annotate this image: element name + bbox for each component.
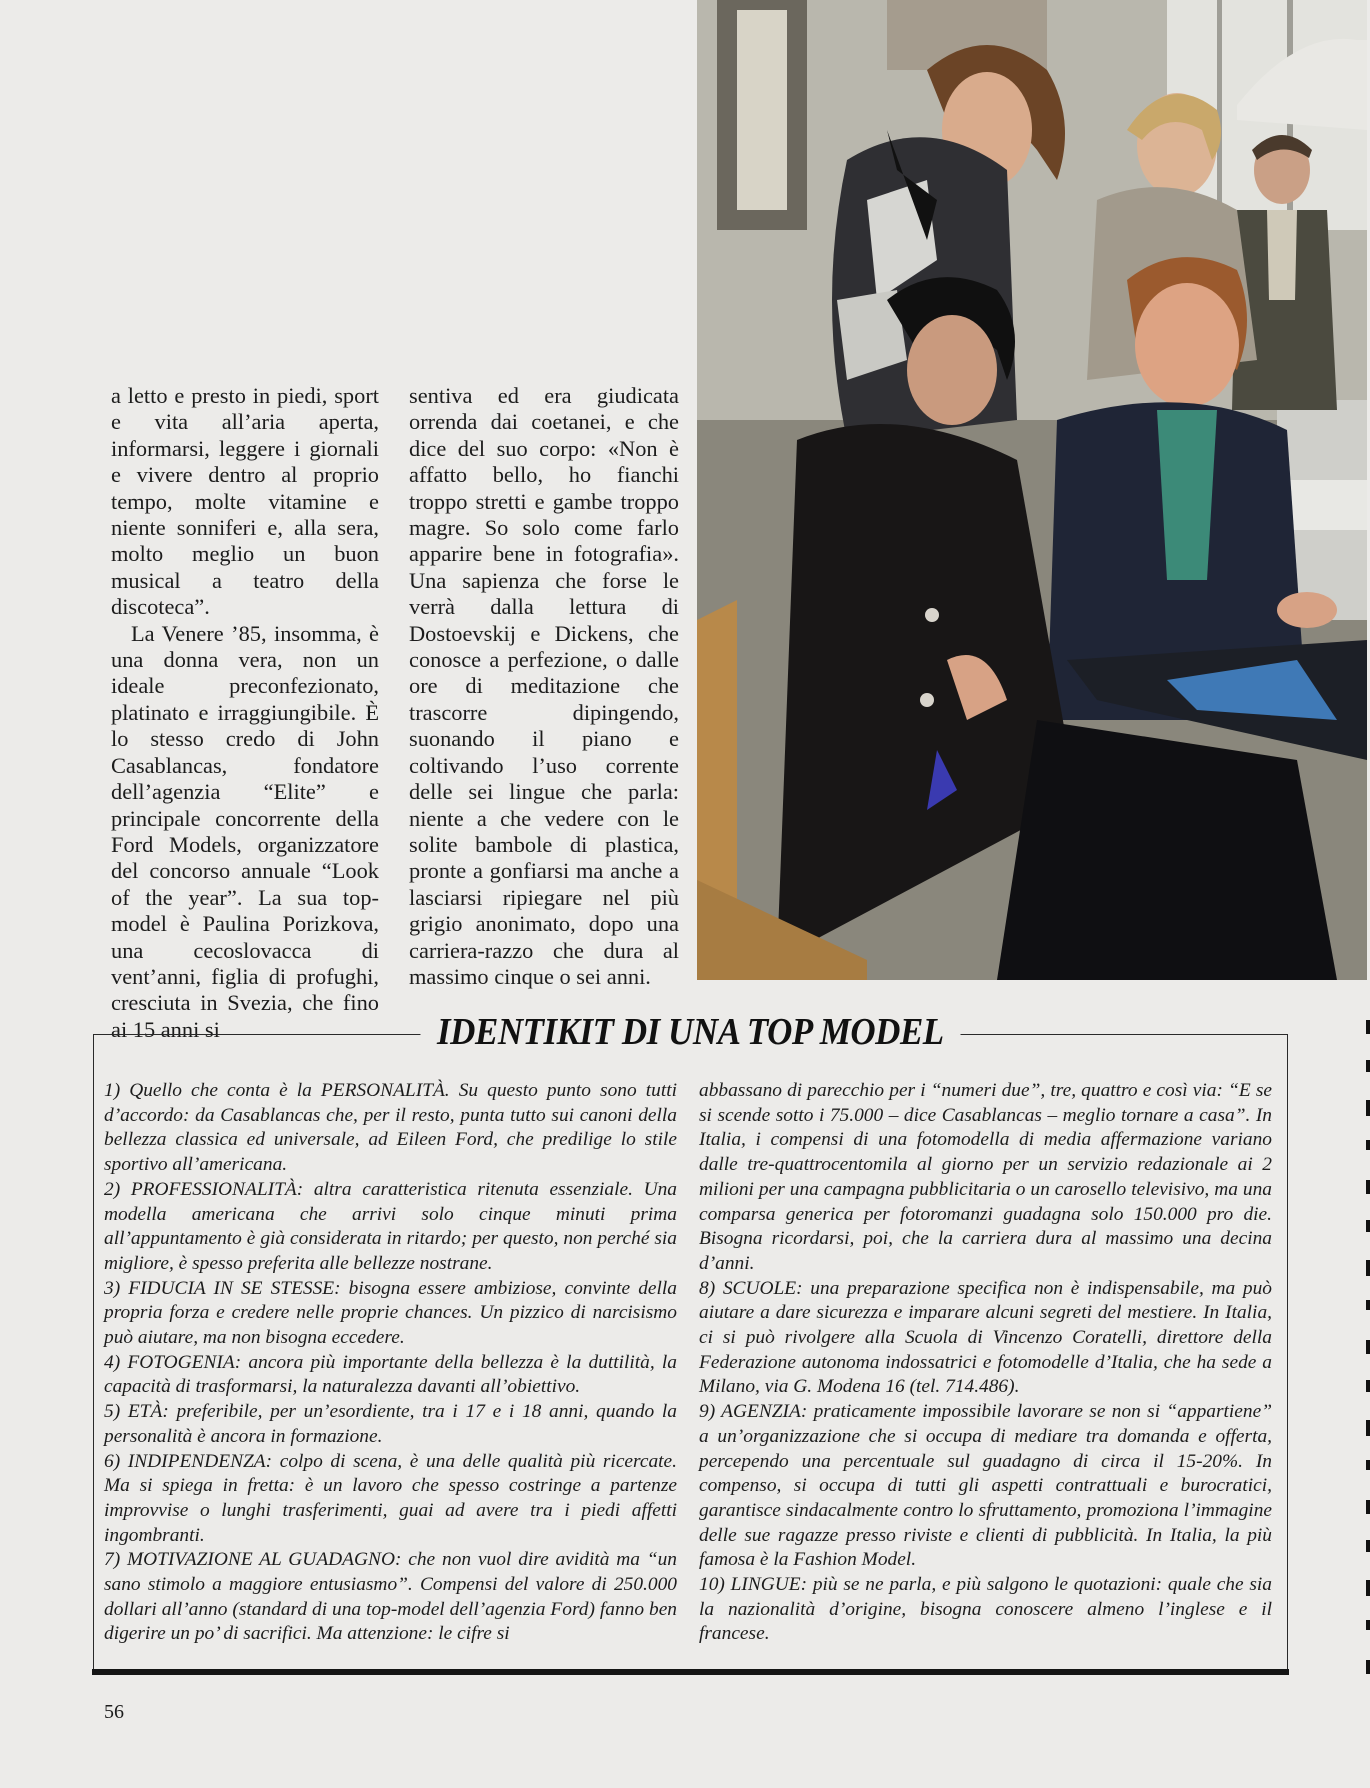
page-edge-marks: [1364, 1020, 1370, 1720]
identikit-title-wrap: [94, 1010, 1287, 1054]
article-column-middle: [409, 383, 679, 990]
identikit-item: 8) SCUOLE: una preparazione specifica non è indispensabile, ma può aiutare a dare sicurezza e imparare alcuni segreti del mestiere. In Italia, ci si può rivolgere alla Scuola di Vincenzo Coratelli, direttore della Federazione autonoma indossatrici e fotomodelle d’Italia, che ha sede a Milano, via G. Modena 16 (tel. 714.486).: [699, 1277, 1272, 1398]
article-paragraph: a letto e presto in piedi, sport e vita all’aria aperta, informarsi, leggere i giornali e vivere dentro al proprio tempo, molte vitamine e niente sonniferi e, alla sera, molto meglio un buon musical a teatro della discoteca”.: [111, 383, 379, 620]
page-number: 56: [104, 1701, 124, 1723]
article-photo: [697, 0, 1367, 980]
identikit-box: [93, 1011, 1288, 1671]
article-paragraph: sentiva ed era giudicata orrenda dai coetanei, e che dice del suo corpo: «Non è affatto bello, ho fianchi troppo stretti e gambe troppo magre. So solo come farlo apparire bene in fotografia». Una sapienza che forse le verrà dalla lettura di Dostoevskij e Dickens, che conosce a perfezione, o dalle ore di meditazione che trascorre dipingendo, suonando il piano e coltivando l’uso corrente delle sei lingue che parla: niente a che vedere con le solite bambole di plastica, pronte a gonfiarsi ma anche a lasciarsi ripiegare nel più grigio anonimato, dopo una carriera-razzo che dura al massimo cinque o sei anni.: [409, 383, 679, 989]
identikit-column-right: [699, 1079, 1272, 1647]
identikit-item: 10) LINGUE: più se ne parla, e più salgono le quotazioni: quale che sia la nazionalità d’origine, bisogna conoscere almeno l’inglese e il francese.: [699, 1574, 1272, 1645]
article-column-left: [111, 383, 379, 1043]
identikit-item: 9) AGENZIA: praticamente impossibile lavorare se non si “appartiene” a un’organizzazione che si occupa di mediare tra domanda e offerta, percependo una percentuale sul guadagno di circa il 15-20%. In compenso, si occupa di tutti gli aspetti contrattuali e burocratici, garantisce sindacalmente contro lo sfruttamento, promoziona l’immagine delle sue ragazze presso riviste e clienti di pubblicità. In Italia, la più famosa è la Fashion Model.: [699, 1401, 1272, 1571]
identikit-item: 5) ETÀ: preferibile, per un’esordiente, tra i 17 e i 18 anni, quando la personalità è ancora in formazione.: [104, 1401, 677, 1447]
identikit-item: abbassano di parecchio per i “numeri due”, tre, quattro e così via: “E se si scende sotto i 75.000 – dice Casablancas – meglio tornare a casa”. In Italia, i compensi di una fotomodella di media affermazione variano dalle tre-quattrocentomila al giorno per un servizio redazionale ai 2 milioni per una campagna pubblicitaria o un carosello televisivo, ma una comparsa generica per fotoromanzi guadagna solo 150.000 pro die. Bisogna ricordarsi, poi, che la carriera dura al massimo una decina d’anni.: [699, 1080, 1272, 1274]
identikit-item: 1) Quello che conta è la PERSONALITÀ. Su questo punto sono tutti d’accordo: da Casablancas che, per il resto, punta tutto sui canoni della bellezza classica ed universale, ad Eileen Ford, che predilige lo stile sportivo all’americana.: [104, 1080, 677, 1176]
photo-illustration: [697, 0, 1367, 980]
identikit-bottom-rule: [92, 1669, 1289, 1675]
identikit-column-left: [104, 1079, 677, 1647]
identikit-item: 4) FOTOGENIA: ancora più importante della bellezza è la duttilità, la capacità di trasformarsi, la naturalezza davanti all’obiettivo.: [104, 1351, 677, 1398]
identikit-item: 3) FIDUCIA IN SE STESSE: bisogna essere ambiziose, convinte della propria forza e credere nelle proprie chances. Un pizzico di narcisismo può aiutare, ma non bisogna eccedere.: [104, 1277, 677, 1349]
identikit-item: 6) INDIPENDENZA: colpo di scena, è una delle qualità più ricercate. Ma si spiega in fretta: è un lavoro che spesso costringe a partenze improvvise o lunghi trasferimenti, guai ad avere tra i piedi affetti ingombranti.: [104, 1450, 677, 1546]
identikit-item: 2) PROFESSIONALITÀ: altra caratteristica ritenuta essenziale. Una modella americana che arrivi solo cinque minuti prima all’appuntamento è già considerata in ritardo; per questo, non perché sia migliore, è spesso preferita alle bellezze nostrane.: [104, 1178, 677, 1274]
identikit-title: IDENTIKIT DI UNA TOP MODEL: [421, 1010, 961, 1054]
article-paragraph: La Venere ’85, insomma, è una donna vera, non un ideale preconfezionato, platinato e irraggiungibile. È lo stesso credo di John Casablancas, fondatore dell’agenzia “Elite” e principale concorrente della Ford Models, organizzatore del concorso annuale “Look of the year”. La sua top-model è Paulina Porizkova, una cecoslovacca di vent’anni, figlia di profughi, cresciuta in Svezia, che fino ai 15 anni si: [111, 620, 379, 1042]
identikit-item: 7) MOTIVAZIONE AL GUADAGNO: che non vuol dire avidità ma “un sano stimolo a maggiore entusiasmo”. Compensi del valore di 250.000 dollari all’anno (standard di una top-model dell’agenzia Ford) fanno ben digerire un po’ di sacrifici. Ma attenzione: le cifre si: [104, 1549, 677, 1645]
